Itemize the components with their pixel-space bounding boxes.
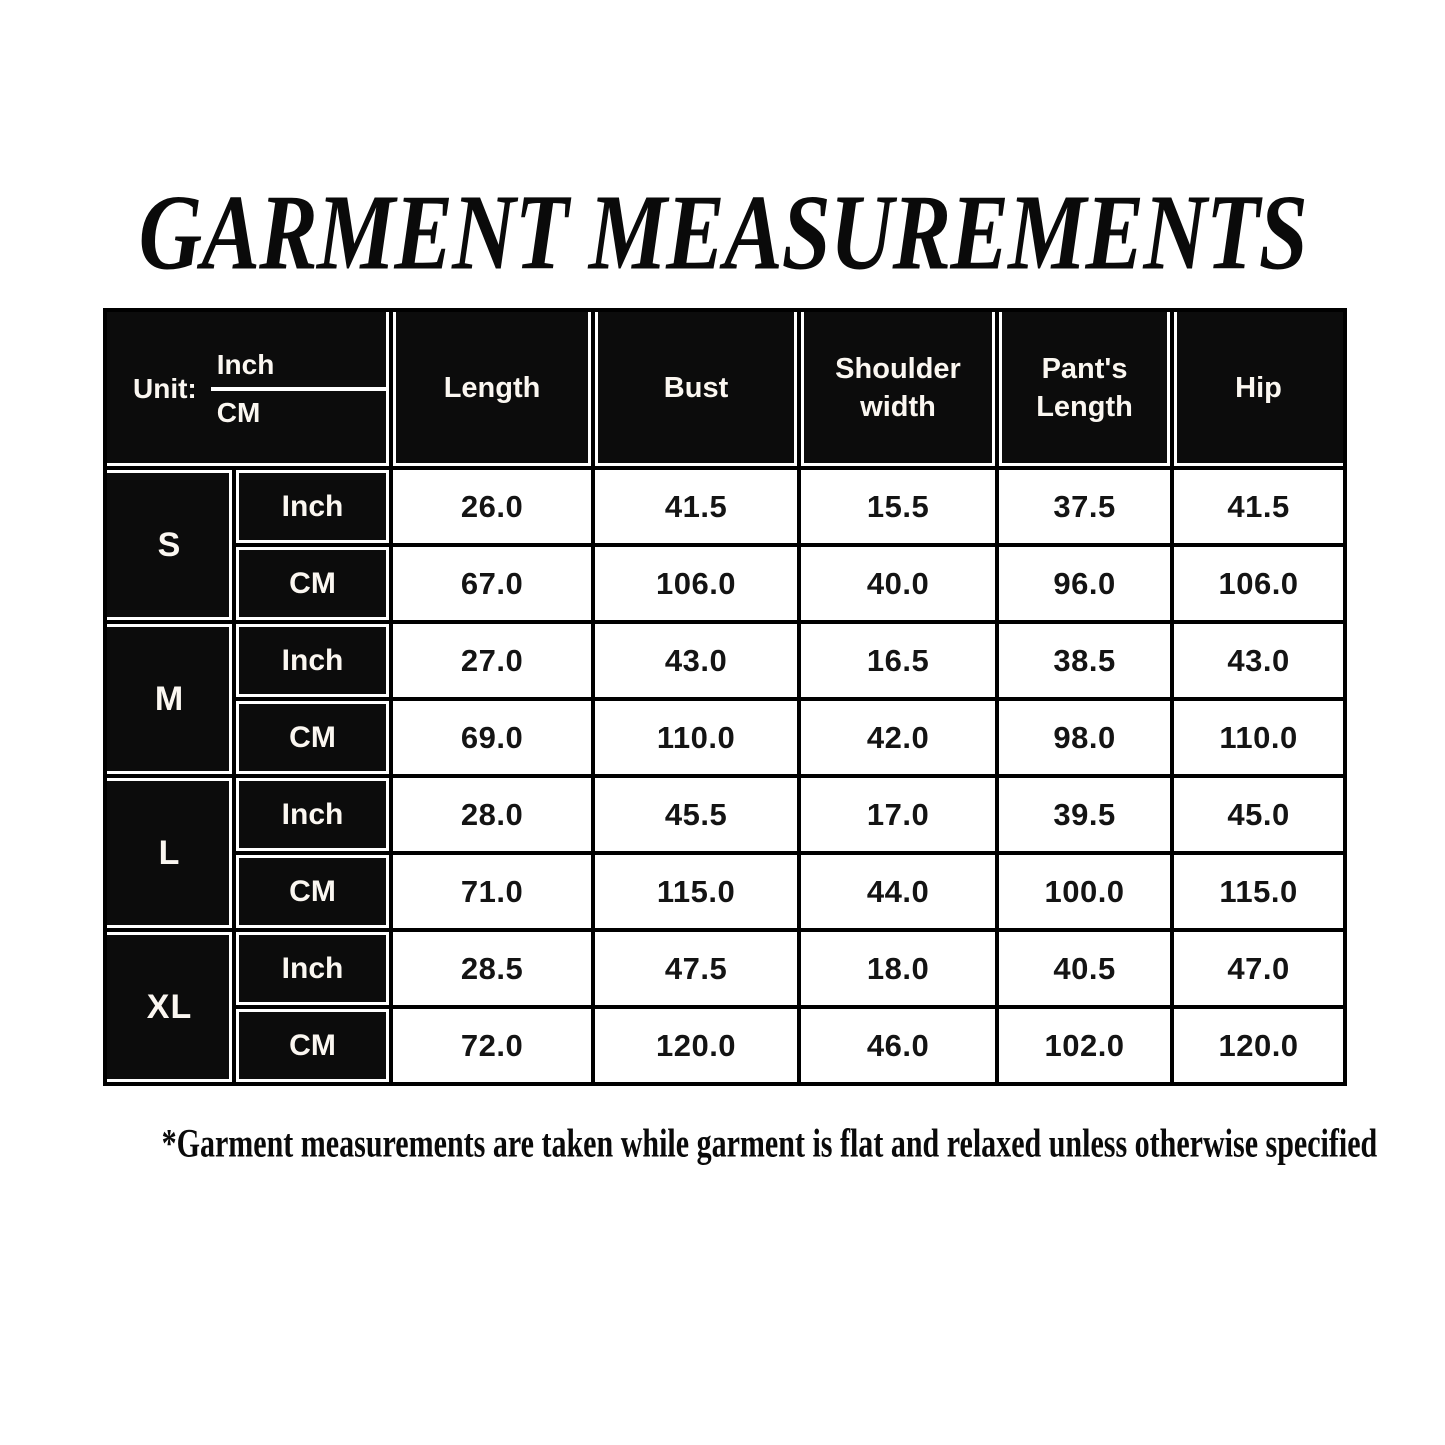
row-l-cm bbox=[105, 853, 1345, 930]
footnote bbox=[0, 1122, 1445, 1174]
unit-inch-label: Inch bbox=[211, 349, 389, 391]
measurement-cell: 96.0 bbox=[997, 545, 1172, 622]
unit-cell-inch: Inch bbox=[234, 622, 391, 699]
measurement-cell: 69.0 bbox=[391, 699, 593, 776]
row-xl-inch bbox=[105, 930, 1345, 1007]
measurement-cell: 106.0 bbox=[593, 545, 799, 622]
unit-header-cell bbox=[105, 310, 391, 468]
page-title-text: GARMENT MEASUREMENTS bbox=[138, 172, 1307, 293]
size-cell-xl: XL bbox=[105, 930, 234, 1084]
unit-cell-inch: Inch bbox=[234, 776, 391, 853]
row-l-inch bbox=[105, 776, 1345, 853]
measurement-cell: 100.0 bbox=[997, 853, 1172, 930]
size-cell-s: S bbox=[105, 468, 234, 622]
unit-cell-inch: Inch bbox=[234, 468, 391, 545]
measurement-cell: 98.0 bbox=[997, 699, 1172, 776]
measurement-cell: 120.0 bbox=[593, 1007, 799, 1084]
unit-fraction bbox=[211, 349, 389, 429]
measurement-cell: 17.0 bbox=[799, 776, 997, 853]
measurement-cell: 45.0 bbox=[1172, 776, 1345, 853]
measurement-cell: 26.0 bbox=[391, 468, 593, 545]
measurement-cell: 45.5 bbox=[593, 776, 799, 853]
measurement-cell: 28.5 bbox=[391, 930, 593, 1007]
measurement-cell: 106.0 bbox=[1172, 545, 1345, 622]
column-header-hip: Hip bbox=[1172, 310, 1345, 468]
measurement-cell: 43.0 bbox=[593, 622, 799, 699]
measurement-cell: 67.0 bbox=[391, 545, 593, 622]
measurement-cell: 16.5 bbox=[799, 622, 997, 699]
measurement-cell: 44.0 bbox=[799, 853, 997, 930]
unit-cm-label: CM bbox=[216, 397, 261, 428]
size-chart-table bbox=[103, 308, 1347, 1086]
measurement-cell: 27.0 bbox=[391, 622, 593, 699]
measurement-cell: 39.5 bbox=[997, 776, 1172, 853]
measurement-cell: 115.0 bbox=[1172, 853, 1345, 930]
measurement-cell: 40.5 bbox=[997, 930, 1172, 1007]
row-s-cm bbox=[105, 545, 1345, 622]
measurement-cell: 110.0 bbox=[593, 699, 799, 776]
header-row bbox=[105, 310, 1345, 468]
measurement-cell: 40.0 bbox=[799, 545, 997, 622]
measurement-cell: 18.0 bbox=[799, 930, 997, 1007]
measurement-cell: 120.0 bbox=[1172, 1007, 1345, 1084]
row-m-inch bbox=[105, 622, 1345, 699]
measurement-cell: 102.0 bbox=[997, 1007, 1172, 1084]
column-header-pants-length: Pant's Length bbox=[997, 310, 1172, 468]
measurement-cell: 110.0 bbox=[1172, 699, 1345, 776]
measurement-cell: 15.5 bbox=[799, 468, 997, 545]
measurement-cell: 71.0 bbox=[391, 853, 593, 930]
measurement-cell: 72.0 bbox=[391, 1007, 593, 1084]
measurement-cell: 28.0 bbox=[391, 776, 593, 853]
column-header-length: Length bbox=[391, 310, 593, 468]
column-header-bust: Bust bbox=[593, 310, 799, 468]
measurement-cell: 41.5 bbox=[593, 468, 799, 545]
unit-cell-cm: CM bbox=[234, 853, 391, 930]
row-m-cm bbox=[105, 699, 1345, 776]
unit-cell-cm: CM bbox=[234, 699, 391, 776]
unit-cell-inch: Inch bbox=[234, 930, 391, 1007]
unit-cell-cm: CM bbox=[234, 545, 391, 622]
page-title bbox=[0, 172, 1445, 293]
measurement-cell: 41.5 bbox=[1172, 468, 1345, 545]
measurement-cell: 47.0 bbox=[1172, 930, 1345, 1007]
measurement-cell: 42.0 bbox=[799, 699, 997, 776]
size-cell-l: L bbox=[105, 776, 234, 930]
measurement-cell: 115.0 bbox=[593, 853, 799, 930]
row-s-inch bbox=[105, 468, 1345, 545]
measurement-cell: 47.5 bbox=[593, 930, 799, 1007]
measurement-cell: 37.5 bbox=[997, 468, 1172, 545]
measurement-cell: 43.0 bbox=[1172, 622, 1345, 699]
unit-cell-cm: CM bbox=[234, 1007, 391, 1084]
measurement-cell: 38.5 bbox=[997, 622, 1172, 699]
footnote-text: *Garment measurements are taken while garment is flat and relaxed unless otherwise specified bbox=[161, 1121, 1378, 1167]
unit-label: Unit: bbox=[133, 373, 197, 404]
unit-fraction-wrap bbox=[107, 312, 389, 466]
measurement-cell: 46.0 bbox=[799, 1007, 997, 1084]
size-cell-m: M bbox=[105, 622, 234, 776]
column-header-shoulder-width: Shoulder width bbox=[799, 310, 997, 468]
row-xl-cm bbox=[105, 1007, 1345, 1084]
